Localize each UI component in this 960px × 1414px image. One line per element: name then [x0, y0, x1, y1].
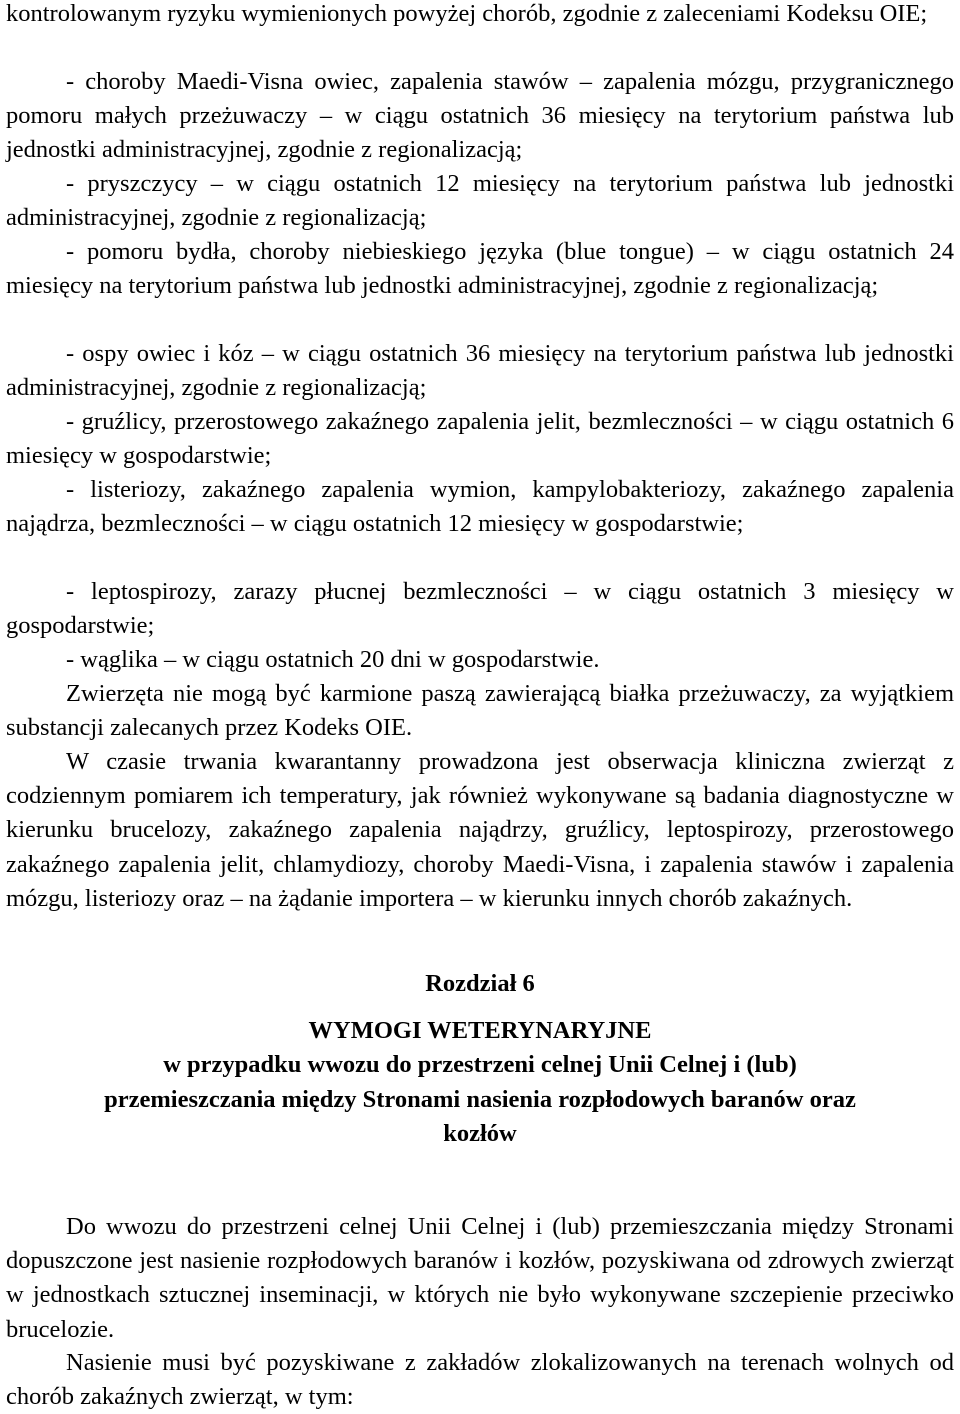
- chapter-title: WYMOGI WETERYNARYJNE: [308, 1017, 652, 1044]
- paragraph-semen-admission: Do wwozu do przestrzeni celnej Unii Celnej i (lub) przemieszczania między Stronami dopuszczone jest nasienie rozpłodowych baranów i kozłów, pozyskiwana od zdrowych zwierząt w jednostkach sztucznej inseminacji, w których nie było wykonywane szczepienie przeciwko brucelozie.: [6, 1213, 954, 1343]
- list-item-foot-and-mouth: - pryszczycy – w ciągu ostatnich 12 miesięcy na terytorium państwa lub jednostki administracyjnej, zgodnie z regionalizacją;: [6, 170, 954, 232]
- list-item-listeriosis: - listeriozy, zakaźnego zapalenia wymion, kampylobakteriozy, zakaźnego zapalenia najądrza, bezmleczności – w ciągu ostatnich 12 miesięcy w gospodarstwie;: [6, 476, 954, 538]
- list-item-sheep-goat-pox: - ospy owiec i kóz – w ciągu ostatnich 36 miesięcy na terytorium państwa lub jednostki administracyjnej, zgodnie z regionalizacją;: [6, 340, 954, 402]
- list-item-rinderpest-bluetongue: - pomoru bydła, choroby niebieskiego języka (blue tongue) – w ciągu ostatnich 24 miesięcy na terytorium państwa lub jednostki administracyjnej, zgodnie z regionalizacją;: [6, 238, 954, 300]
- chapter-subtitle-line-2: przemieszczania między Stronami nasienia rozpłodowych baranów oraz: [104, 1086, 856, 1113]
- list-item-anthrax: - wąglika – w ciągu ostatnich 20 dni w gospodarstwie.: [66, 646, 600, 673]
- list-item-leptospirosis: - leptospirozy, zarazy płucnej bezmleczności – w ciągu ostatnich 3 miesięcy w gospodarstwie;: [6, 578, 954, 640]
- chapter-subtitle-line-1: w przypadku wwozu do przestrzeni celnej Unii Celnej i (lub): [163, 1051, 797, 1078]
- paragraph-feed-restriction: Zwierzęta nie mogą być karmione paszą zawierającą białka przeżuwaczy, za wyjątkiem substancji zalecanych przez Kodeks OIE.: [6, 680, 954, 742]
- chapter-subtitle-line-3: kozłów: [443, 1120, 517, 1147]
- paragraph-semen-origin: Nasienie musi być pozyskiwane z zakładów zlokalizowanych na terenach wolnych od chorób zakaźnych zwierząt, w tym:: [6, 1349, 954, 1411]
- paragraph-oie-continuation: kontrolowanym ryzyku wymienionych powyżej chorób, zgodnie z zaleceniami Kodeksu OIE;: [6, 0, 928, 27]
- list-item-maedi-visna: - choroby Maedi-Visna owiec, zapalenia stawów – zapalenia mózgu, przygranicznego pomoru małych przeżuwaczy – w ciągu ostatnich 36 miesięcy na terytorium państwa lub jednostki administracyjnej, zgodnie z regionalizacją;: [6, 68, 954, 164]
- list-item-tuberculosis: - gruźlicy, przerostowego zakaźnego zapalenia jelit, bezmleczności – w ciągu ostatnich 6 miesięcy w gospodarstwie;: [6, 408, 954, 470]
- paragraph-quarantine: W czasie trwania kwarantanny prowadzona jest obserwacja kliniczna zwierząt z codziennym pomiarem ich temperatury, jak również wykonywane są badania diagnostyczne w kierunku brucelozy, zakaźnego zapalenia najądrzy, gruźlicy, leptospirozy, przerostowego zakaźnego zapalenia jelit, chlamydiozy, choroby Maedi-Visna, i zapalenia stawów i zapalenia mózgu, listeriozy oraz – na żądanie importera – w kierunku innych chorób zakaźnych.: [6, 748, 954, 912]
- chapter-number: Rozdział 6: [425, 970, 535, 997]
